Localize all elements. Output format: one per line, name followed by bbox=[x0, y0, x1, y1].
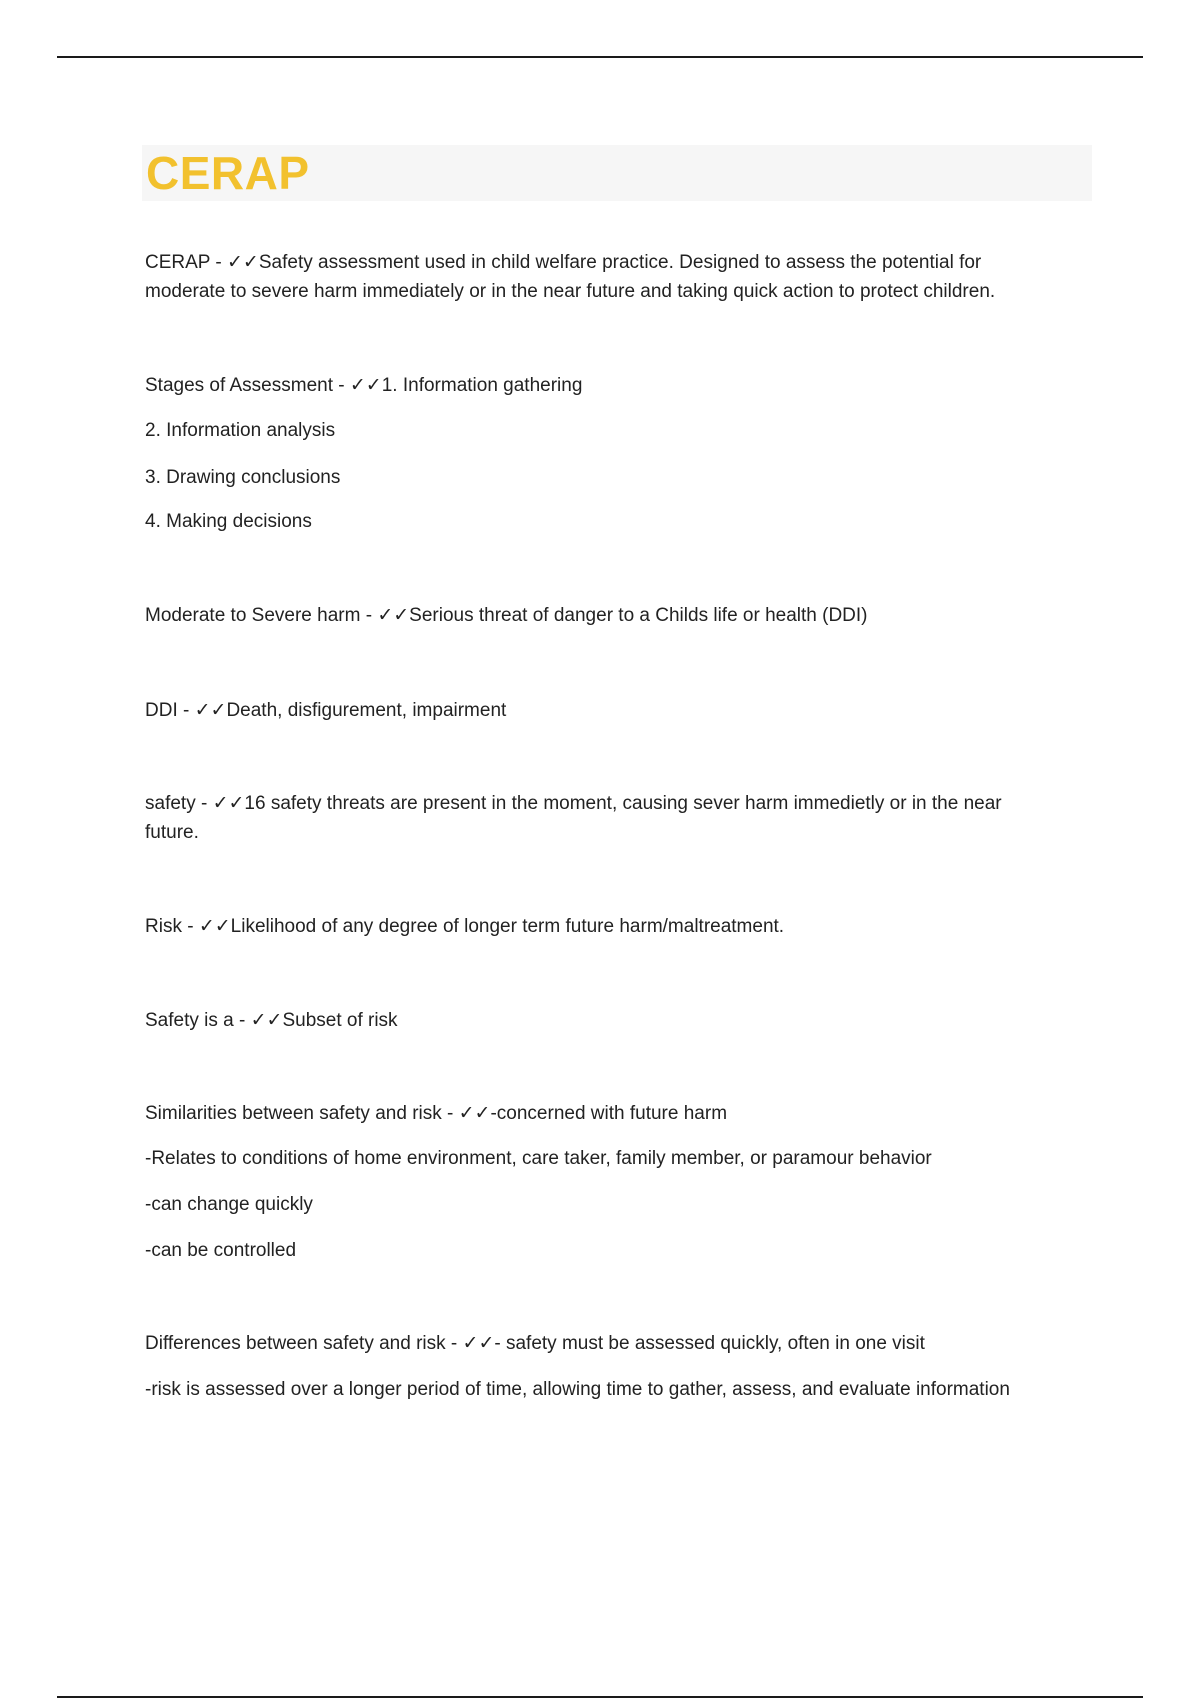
entry-stages-line-4: 4. Making decisions bbox=[145, 511, 312, 532]
entry-term: Differences between safety and risk - bbox=[145, 1333, 463, 1354]
checkmark-icon: ✓✓ bbox=[349, 374, 382, 396]
checkmark-icon: ✓✓ bbox=[227, 251, 259, 273]
entry-subset-line-1 bbox=[145, 1008, 398, 1033]
entry-definition: Subset of risk bbox=[282, 1010, 398, 1031]
entry-similarities-line-1 bbox=[145, 1101, 727, 1126]
entry-differences-line-2: -risk is assessed over a longer period of time, allowing time to gather, assess, and evaluate information bbox=[145, 1379, 1010, 1400]
entry-cerap-line-1 bbox=[145, 250, 981, 275]
page-title: CERAP bbox=[146, 147, 310, 199]
checkmark-icon: ✓✓ bbox=[194, 699, 227, 721]
entry-term: CERAP - bbox=[145, 252, 228, 273]
entry-cerap-line-2: moderate to severe harm immediately or in the near future and taking quick action to protect children. bbox=[145, 281, 996, 302]
entry-stages-line-1 bbox=[145, 373, 582, 398]
entry-definition: 16 safety threats are present in the moment, causing sever harm immedietly or in the near bbox=[244, 793, 1002, 814]
entry-definition: Serious threat of danger to a Childs life or health (DDI) bbox=[409, 605, 868, 626]
entry-term: safety - bbox=[145, 793, 213, 814]
entry-definition: Likelihood of any degree of longer term future harm/maltreatment. bbox=[230, 916, 785, 937]
entry-definition: - safety must be assessed quickly, often in one visit bbox=[494, 1333, 925, 1354]
entry-term: DDI - bbox=[145, 700, 195, 721]
entry-differences-line-1 bbox=[145, 1331, 925, 1356]
checkmark-icon: ✓✓ bbox=[250, 1009, 283, 1031]
entry-definition: -concerned with future harm bbox=[490, 1103, 728, 1124]
top-rule bbox=[57, 56, 1143, 58]
checkmark-icon: ✓✓ bbox=[198, 915, 231, 937]
entry-stages-line-2: 2. Information analysis bbox=[145, 420, 336, 441]
checkmark-icon: ✓✓ bbox=[377, 604, 410, 626]
entry-safety-line-2: future. bbox=[145, 822, 199, 843]
title-banner bbox=[142, 145, 1092, 201]
entry-term: Risk - bbox=[145, 916, 199, 937]
entry-ddi-line-1 bbox=[145, 698, 506, 723]
entry-definition: Death, disfigurement, impairment bbox=[226, 700, 507, 721]
entry-risk-line-1 bbox=[145, 914, 784, 939]
entry-similarities-line-2: -Relates to conditions of home environment, care taker, family member, or paramour behavior bbox=[145, 1148, 932, 1169]
entry-term: Similarities between safety and risk - bbox=[145, 1103, 459, 1124]
entry-harm-line-1 bbox=[145, 603, 868, 628]
entry-term: Safety is a - bbox=[145, 1010, 251, 1031]
entry-term: Moderate to Severe harm - bbox=[145, 605, 378, 626]
entry-stages-line-3: 3. Drawing conclusions bbox=[145, 467, 341, 488]
bottom-rule bbox=[57, 1696, 1143, 1698]
entry-definition: Safety assessment used in child welfare practice. Designed to assess the potential for bbox=[258, 252, 982, 273]
checkmark-icon: ✓✓ bbox=[212, 792, 245, 814]
checkmark-icon: ✓✓ bbox=[458, 1102, 491, 1124]
entry-similarities-line-4: -can be controlled bbox=[145, 1240, 297, 1261]
entry-term: Stages of Assessment - bbox=[145, 375, 350, 396]
entry-definition: 1. Information gathering bbox=[381, 375, 583, 396]
entry-similarities-line-3: -can change quickly bbox=[145, 1194, 313, 1215]
entry-safety-line-1 bbox=[145, 791, 1002, 816]
checkmark-icon: ✓✓ bbox=[462, 1332, 495, 1354]
